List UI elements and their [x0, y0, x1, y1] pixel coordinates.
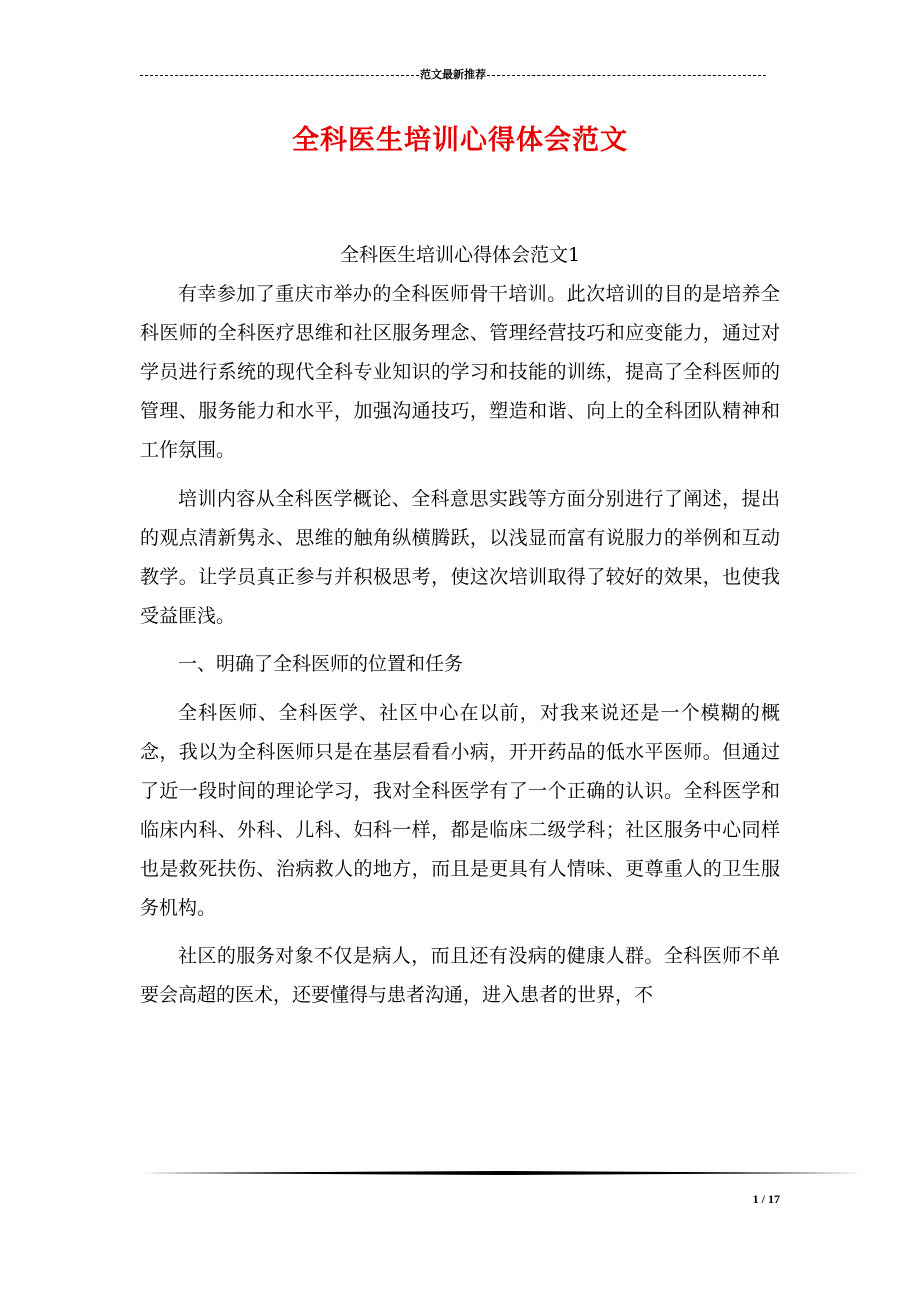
paragraph: 有幸参加了重庆市举办的全科医师骨干培训。此次培训的目的是培养全科医师的全科医疗思维和社区服务理念、管理经营技巧和应变能力，通过对学员进行系统的现代全科专业知识的学习和技能的训练，提高了全科医师的管理、服务能力和水平，加强沟通技巧，塑造和谐、向上的全科团队精神和工作氛围。	[140, 283, 780, 461]
document-body	[140, 236, 780, 1025]
header-dash-right	[487, 75, 766, 76]
paragraph: 社区的服务对象不仅是病人，而且还有没病的健康人群。全科医师不单要会高超的医术，还要懂得与患者沟通，进入患者的世界，不	[140, 945, 780, 1006]
page-number: 1 / 17	[752, 1192, 780, 1206]
page-header	[140, 66, 766, 84]
document-subtitle: 全科医生培训心得体会范文1	[339, 244, 581, 266]
document-title: 全科医生培训心得体会范文	[292, 125, 628, 156]
header-label: 范文最新推荐	[420, 68, 486, 81]
footer-rule	[140, 1171, 862, 1175]
header-dash-left	[140, 75, 419, 76]
section-heading: 一、明确了全科医师的位置和任务	[178, 653, 464, 675]
paragraph: 培训内容从全科医学概论、全科意思实践等方面分别进行了阐述，提出的观点清新隽永、思维的触角纵横腾跃，以浅显而富有说服力的举例和互动教学。让学员真正参与并积极思考，使这次培训取得了较好的效果，也使我受益匪浅。	[140, 487, 780, 627]
paragraph: 全科医师、全科医学、社区中心在以前，对我来说还是一个模糊的概念，我以为全科医师只是在基层看看小病，开开药品的低水平医师。但通过了近一段时间的理论学习，我对全科医学有了一个正确的认识。全科医学和临床内科、外科、儿科、妇科一样，都是临床二级学科；社区服务中心同样也是救死扶伤、治病救人的地方，而且是更具有人情味、更尊重人的卫生服务机构。	[140, 701, 780, 919]
